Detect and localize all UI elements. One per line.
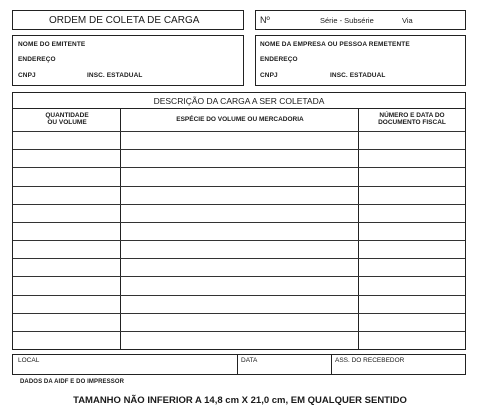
signature-divider [237,355,238,374]
remetente-cnpj-label: CNPJ [260,72,278,79]
table-row [13,313,465,314]
table-row [13,149,465,150]
table-row [13,295,465,296]
table-row [13,331,465,332]
number-label: Nº [260,15,270,25]
title-box [12,10,244,30]
via-label: Via [402,16,413,25]
table-row [13,240,465,241]
table-row [13,204,465,205]
cargo-table [12,92,466,350]
table-row [13,167,465,168]
table-row [13,258,465,259]
remetente-box [255,35,466,86]
emitente-insc-label: INSC. ESTADUAL [87,72,143,79]
emitente-box [12,35,244,86]
remetente-endereco-label: ENDEREÇO [260,56,298,63]
signature-box [12,354,466,375]
number-box [255,10,466,30]
remetente-insc-label: INSC. ESTADUAL [330,72,386,79]
assinatura-label: ASS. DO RECEBEDOR [335,357,405,364]
emitente-endereco-label: ENDEREÇO [18,56,56,63]
col-header-especie: ESPÉCIE DO VOLUME OU MERCADORIA [176,116,304,123]
data-label: DATA [241,357,258,364]
table-rows [13,93,465,349]
table-row [13,276,465,277]
table-row [13,131,465,132]
emitente-nome-label: NOME DO EMITENTE [18,41,86,48]
impressor-label: DADOS DA AIDF E DO IMPRESSOR [20,379,125,385]
table-row [13,186,465,187]
local-label: LOCAL [18,357,40,364]
form-title: ORDEM DE COLETA DE CARGA [49,15,200,26]
col-header-quantidade: QUANTIDADE OU VOLUME [45,112,89,126]
remetente-nome-label: NOME DA EMPRESA OU PESSOA REMETENTE [260,41,410,48]
table-row [13,222,465,223]
size-caption: TAMANHO NÃO INFERIOR A 14,8 cm X 21,0 cm, EM QUALQUER SENTIDO [73,395,407,406]
emitente-cnpj-label: CNPJ [18,72,36,79]
cargo-table-title: DESCRIÇÃO DA CARGA A SER COLETADA [153,96,325,106]
signature-divider [331,355,332,374]
col-header-documento: NÚMERO E DATA DO DOCUMENTO FISCAL [378,112,446,126]
series-label: Série - Subsérie [320,16,374,25]
